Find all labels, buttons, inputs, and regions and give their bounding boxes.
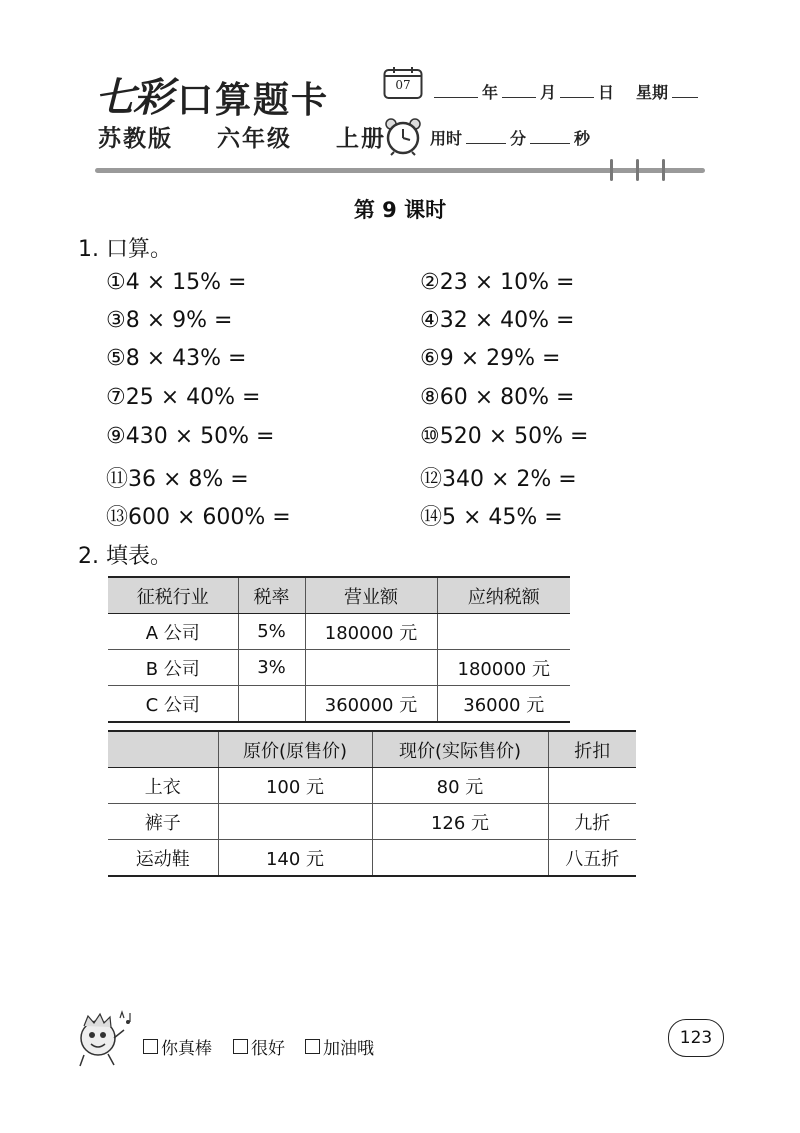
answer-cell[interactable] [372, 840, 548, 877]
table-header-cell: 征税行业 [108, 577, 238, 614]
table-cell: 180000 元 [437, 650, 570, 686]
table-cell: 100 元 [218, 768, 372, 804]
binding-ring-icon [661, 159, 666, 181]
answer-cell[interactable] [218, 804, 372, 840]
problem-11: ⑪36 × 8% = [106, 467, 249, 492]
checkbox-icon[interactable] [143, 1039, 158, 1054]
problem-7: ⑦25 × 40% = [106, 385, 261, 410]
mascot-icon [72, 1008, 134, 1070]
time-used-line [430, 126, 590, 149]
table-row [108, 840, 636, 877]
second-blank[interactable] [530, 129, 570, 144]
table-cell: 5% [238, 614, 305, 650]
year-blank[interactable] [434, 83, 478, 98]
table-cell: C 公司 [108, 686, 238, 723]
answer-cell[interactable] [305, 650, 437, 686]
alarm-clock-icon [383, 116, 423, 156]
binding-ring-icon [635, 159, 640, 181]
table-header-cell [108, 731, 218, 768]
problem-5: ⑤8 × 43% = [106, 346, 247, 371]
lesson-title: 第 9 课时 [353, 198, 447, 222]
table-cell: 上衣 [108, 768, 218, 804]
edition-label: 苏教版 六年级 上册 [98, 126, 387, 152]
problem-13: ⑬600 × 600% = [106, 505, 291, 530]
table-cell: 180000 元 [305, 614, 437, 650]
discount-table [108, 730, 636, 877]
table-header-cell: 原价(原售价) [218, 731, 372, 768]
table-cell: 运动鞋 [108, 840, 218, 877]
month-blank[interactable] [502, 83, 536, 98]
table-row [108, 804, 636, 840]
table-header-cell: 应纳税额 [437, 577, 570, 614]
year-label: 年 [482, 83, 499, 102]
problem-3: ③8 × 9% = [106, 308, 233, 333]
calendar-day: 07 [395, 78, 411, 92]
table-header-cell: 营业额 [305, 577, 437, 614]
date-fill-line [430, 80, 702, 103]
checkbox-icon[interactable] [233, 1039, 248, 1054]
minute-label: 分 [510, 129, 527, 148]
rating-label: 加油哦 [323, 1039, 374, 1059]
checkbox-icon[interactable] [305, 1039, 320, 1054]
table-cell: 3% [238, 650, 305, 686]
month-label: 月 [540, 83, 557, 102]
table-header-row [108, 577, 570, 614]
table-cell: 126 元 [372, 804, 548, 840]
problem-1: ①4 × 15% = [106, 270, 247, 295]
table-row [108, 614, 570, 650]
problem-4: ④32 × 40% = [420, 308, 575, 333]
table-cell: 裤子 [108, 804, 218, 840]
table-cell: 九折 [548, 804, 636, 840]
problem-6: ⑥9 × 29% = [420, 346, 561, 371]
problem-10: ⑩520 × 50% = [420, 424, 589, 449]
table-cell: 80 元 [372, 768, 548, 804]
page-number: 123 [668, 1019, 724, 1057]
table-row [108, 686, 570, 723]
table-row [108, 650, 570, 686]
time-used-label: 用时 [430, 129, 463, 148]
table-header-cell: 折扣 [548, 731, 636, 768]
weekday-blank[interactable] [672, 83, 698, 98]
section-1-title: 1. 口算。 [78, 237, 172, 262]
weekday-label: 星期 [636, 83, 669, 102]
calendar-icon [383, 66, 423, 100]
table-cell: B 公司 [108, 650, 238, 686]
answer-cell[interactable] [437, 614, 570, 650]
day-blank[interactable] [560, 83, 594, 98]
answer-cell[interactable] [548, 768, 636, 804]
minute-blank[interactable] [466, 129, 506, 144]
problem-9: ⑨430 × 50% = [106, 424, 275, 449]
binding-ring-icon [609, 159, 614, 181]
problem-12: ⑫340 × 2% = [420, 467, 577, 492]
table-row [108, 768, 636, 804]
table-cell: 140 元 [218, 840, 372, 877]
second-label: 秒 [574, 129, 591, 148]
table-cell: 八五折 [548, 840, 636, 877]
problem-2: ②23 × 10% = [420, 270, 575, 295]
rating-label: 你真棒 [161, 1039, 212, 1059]
rating-option-good[interactable] [233, 1034, 285, 1059]
problem-14: ⑭5 × 45% = [420, 505, 563, 530]
problem-8: ⑧60 × 80% = [420, 385, 575, 410]
table-header-cell: 现价(实际售价) [372, 731, 548, 768]
table-header-row [108, 731, 636, 768]
table-header-cell: 税率 [238, 577, 305, 614]
table-cell: A 公司 [108, 614, 238, 650]
brand-title [95, 66, 329, 123]
section-2-title: 2. 填表。 [78, 544, 172, 569]
rating-label: 很好 [251, 1039, 285, 1059]
rating-option-great[interactable] [143, 1034, 212, 1059]
answer-cell[interactable] [238, 686, 305, 723]
tax-table [108, 576, 570, 723]
brand-logo: 七彩 [95, 74, 171, 121]
rating-option-keep-going[interactable] [305, 1034, 374, 1059]
table-cell: 360000 元 [305, 686, 437, 723]
brand-name: 口算题卡 [177, 80, 330, 121]
day-label: 日 [598, 83, 615, 102]
table-cell: 36000 元 [437, 686, 570, 723]
